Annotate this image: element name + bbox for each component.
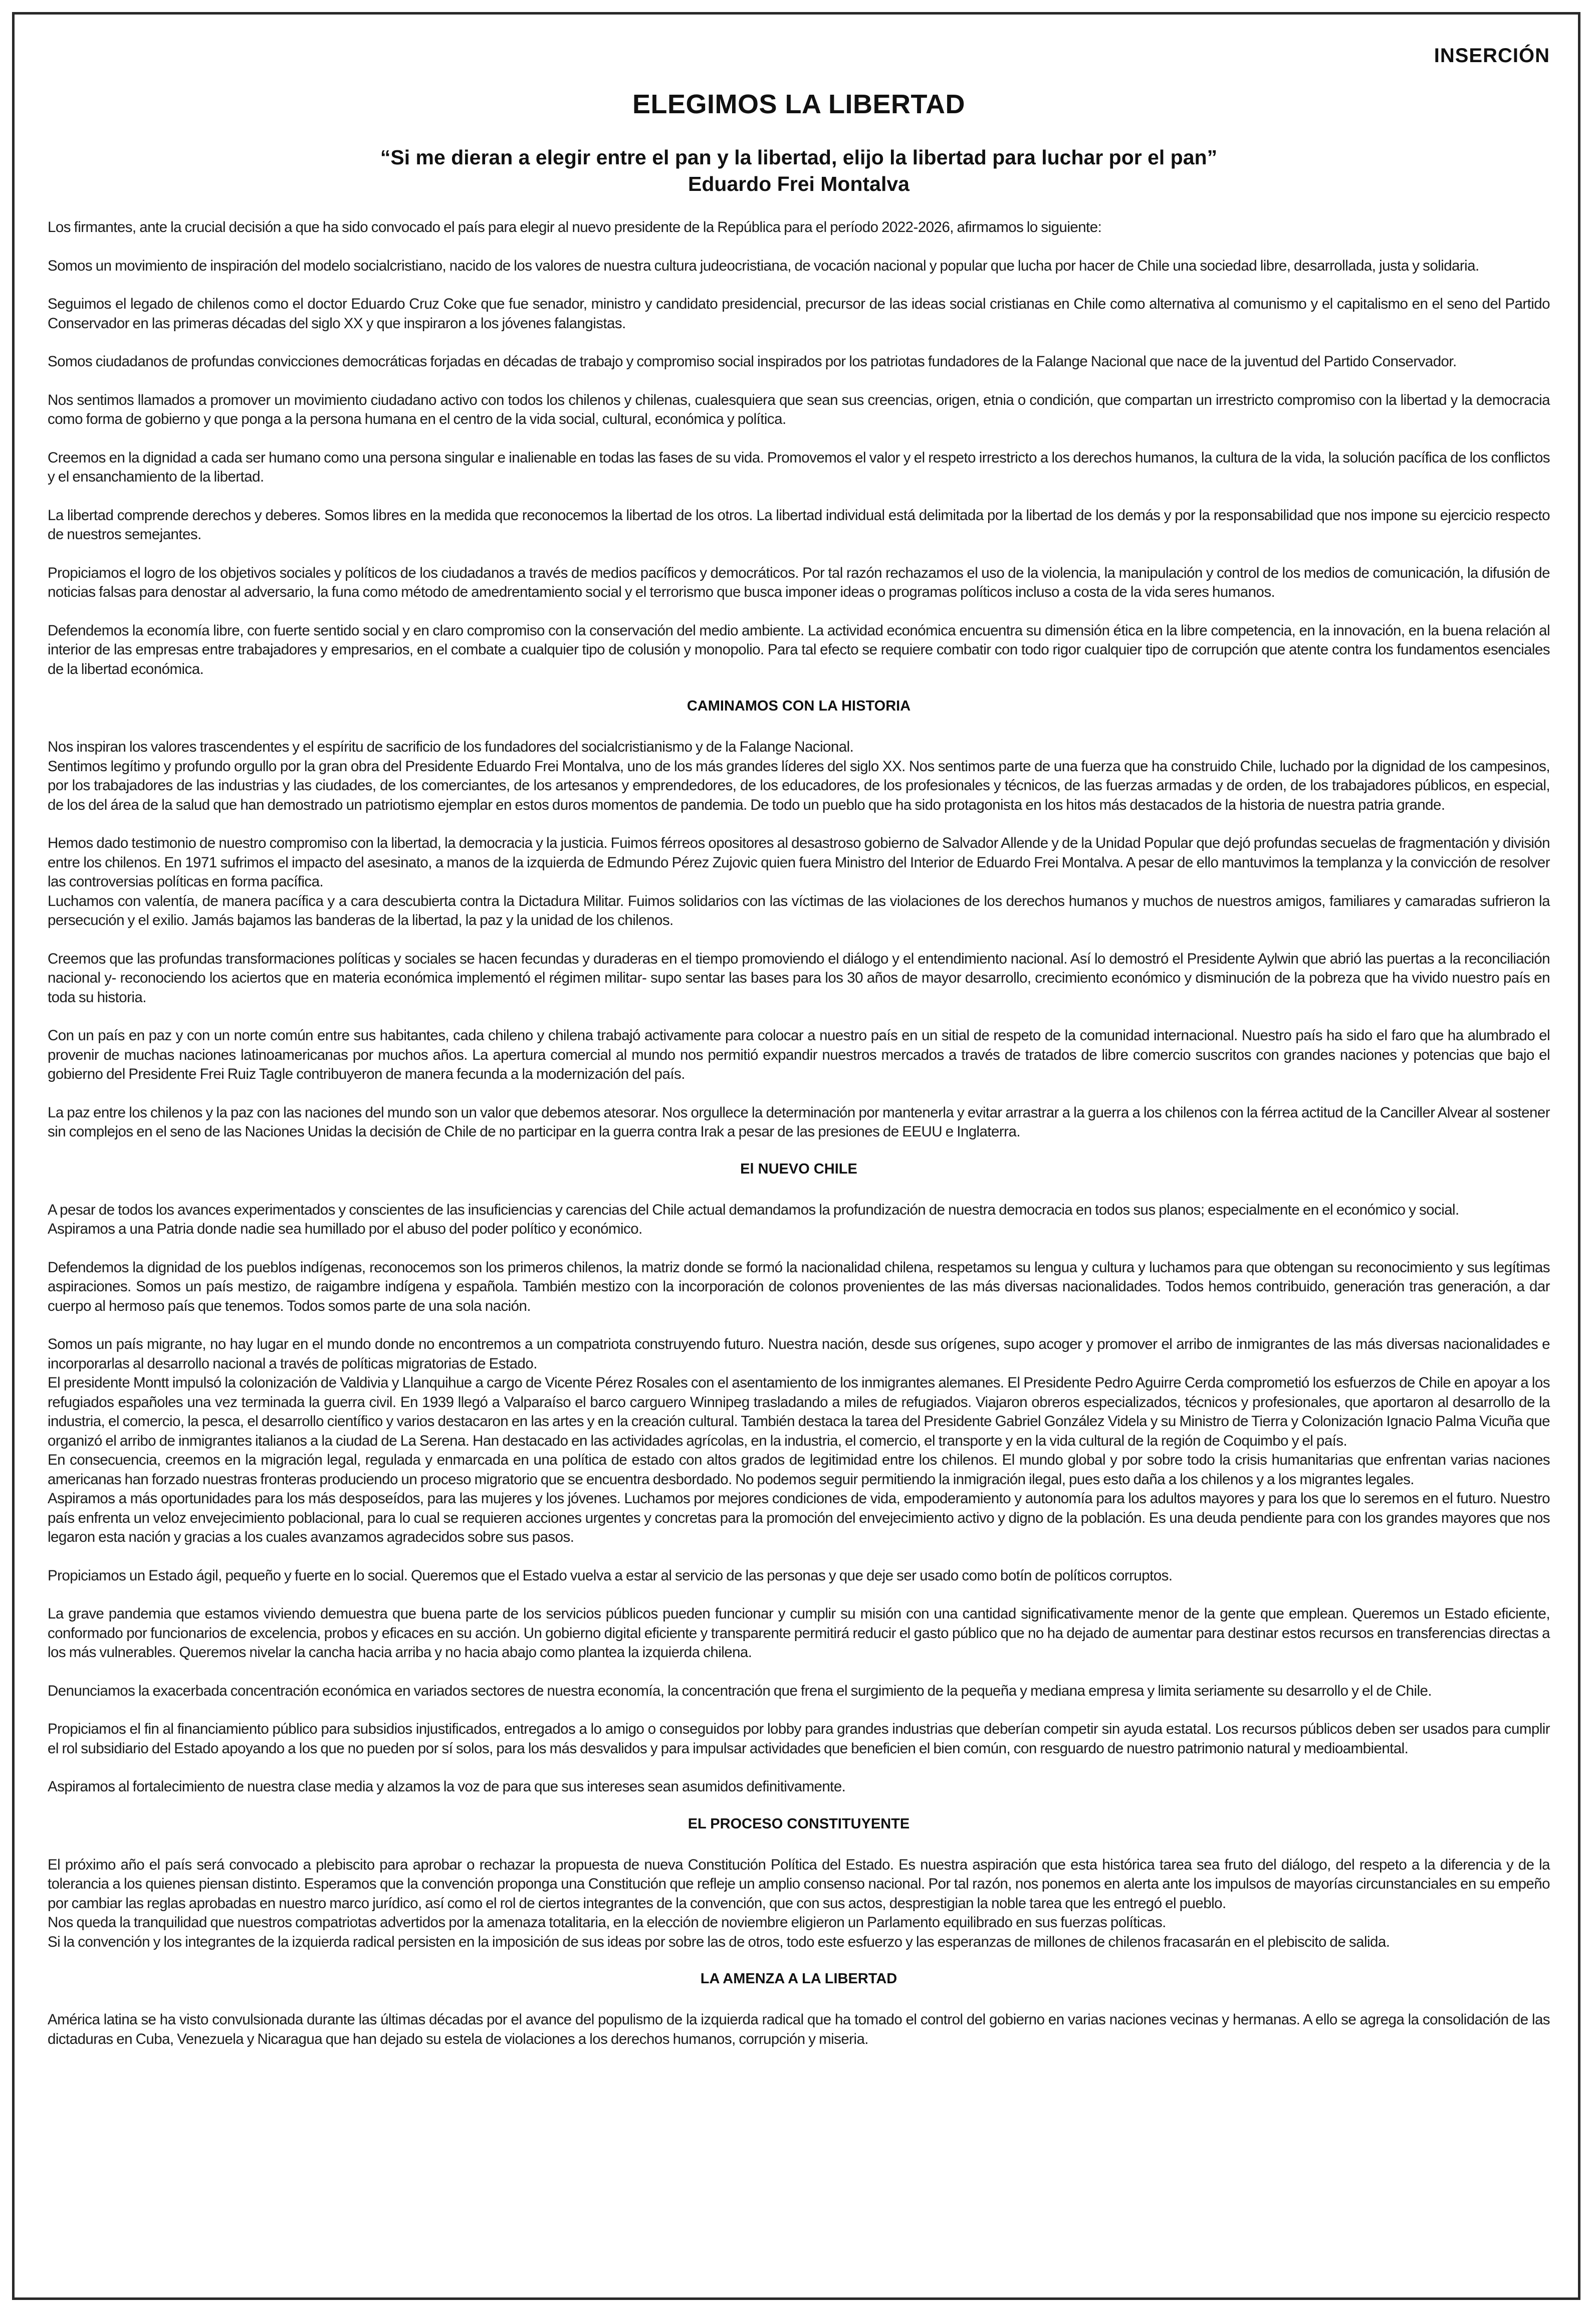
- new-chile-paragraph: Somos un país migrante, no hay lugar en el mundo donde no encontremos a un compatriota construyendo futuro. Nuestra nación, desde sus orígenes, supo acoger y promover el arribo de inmigrantes de las más diversas nacionalidades e incorporarlas al desarrollo nacional a través de políticas migratorias de Estado.: [48, 1336, 1550, 1372]
- new-chile-paragraph: El presidente Montt impulsó la colonización de Valdivia y Llanquihue a cargo de Vicente Pérez Rosales con el asentamiento de los inmigrantes alemanes. El Presidente Pedro Aguirre Cerda comprometió los esfuerzos de Chile en apoyar a los refugiados españoles una vez terminada la guerra civil. En 1939 llegó a Valparaíso el barco carguero Winnipeg trasladando a miles de refugiados. Viajaron obreros especializados, técnicos y profesionales, que aportaron al desarrollo de la industria, el comercio, la pesca, el desarrollo científico y varios destacaron en las artes y en la creación cultural. También destaca la tarea del Presidente Gabriel González Videla y su Ministro de Tierra y Colonización Ignacio Palma Vicuña que organizó el arribo de inmigrantes italianos a la ciudad de La Serena. Han destacado en las actividades agrícolas, en la industria, el comercio, el transporte y en la vida cultural de la región de Coquimbo y el país.: [48, 1374, 1550, 1449]
- epigraph-quote: “Si me dieran a elegir entre el pan y la libertad, elijo la libertad para luchar por el pan”: [380, 146, 1218, 169]
- constituent-paragraph: El próximo año el país será convocado a plebiscito para aprobar o rechazar la propuesta de nueva Constitución Política del Estado. Es nuestra aspiración que esta histórica tarea sea fruto del diálogo, del respeto a la diferencia y de la tolerancia a los quienes piensan distinto. Esperamos que la convención proponga una Constitución que refleje un amplio consenso nacional. Por tal razón, nos ponemos en alerta ante los impulsos de mayorías circunstanciales en su empeño por cambiar las reglas aprobadas en nuestro marco jurídico, así como el rol de ciertos integrantes de la convención, que con sus actos, desprestigian la noble tarea que les entregó el pueblo.: [48, 1856, 1550, 1912]
- intro-paragraph: La libertad comprende derechos y deberes. Somos libres en la medida que reconocemos la libertad de los otros. La libertad individual está delimitada por la libertad de los demás y por la responsabilidad que nos impone su ejercicio respecto de nuestros semejantes.: [48, 507, 1550, 543]
- threat-paragraph: América latina se ha visto convulsionada durante las últimas décadas por el avance del populismo de la izquierda radical que ha tomado el control del gobierno en varias naciones vecinas y hermanas. A ello se agrega la consolidación de las dictaduras en Cuba, Venezuela y Nicaragua que han dejado su estela de violaciones a los derechos humanos, corrupción y miseria.: [48, 2011, 1550, 2047]
- intro-paragraph: Seguimos el legado de chilenos como el doctor Eduardo Cruz Coke que fue senador, ministro y candidato presidencial, precursor de las ideas social cristianas en Chile como alternativa al comunismo y el capitalismo en el seno del Partido Conservador en las primeras décadas del siglo XX y que inspiraron a los jóvenes falangistas.: [48, 296, 1550, 332]
- section-heading-new-chile: El NUEVO CHILE: [740, 1161, 857, 1177]
- history-paragraph: Nos inspiran los valores trascendentes y el espíritu de sacrificio de los fundadores del socialcristianismo y de la Falange Nacional.: [48, 739, 854, 755]
- new-chile-paragraph: Aspiramos al fortalecimiento de nuestra clase media y alzamos la voz de para que sus intereses sean asumidos definitivamente.: [48, 1778, 846, 1795]
- epigraph-author: Eduardo Frei Montalva: [688, 172, 909, 195]
- new-chile-paragraph: A pesar de todos los avances experimentados y conscientes de las insuficiencias y carencias del Chile actual demandamos la profundización de nuestra democracia en todos sus planos; especialmente en el económico y social.: [48, 1201, 1459, 1218]
- page-border: [12, 12, 1580, 2300]
- history-paragraph: La paz entre los chilenos y la paz con las naciones del mundo son un valor que debemos atesorar. Nos orgullece la determinación por mantenerla y evitar arrastrar a la guerra a los chilenos con la férrea actitud de la Canciller Alvear al sostener sin complejos en el seno de las Naciones Unidas la decisión de Chile de no participar en la guerra contra Irak a pesar de las presiones de EEUU e Inglaterra.: [48, 1104, 1550, 1140]
- intro-paragraph: Defendemos la economía libre, con fuerte sentido social y en claro compromiso con la conservación del medio ambiente. La actividad económica encuentra su dimensión ética en la libre competencia, en la innovación, en la buena relación al interior de las empresas entre trabajadores y empresarios, en el combate a cualquier tipo de colusión y monopolio. Para tal efecto se requiere combatir con todo rigor cualquier tipo de corrupción que atente contra los fundamentos esenciales de la libertad económica.: [48, 622, 1550, 677]
- intro-paragraph: Somos ciudadanos de profundas convicciones democráticas forjadas en décadas de trabajo y compromiso social inspirados por los patriotas fundadores de la Falange Nacional que nace de la juventud del Partido Conservador.: [48, 353, 1457, 370]
- history-paragraph: Con un país en paz y con un norte común entre sus habitantes, cada chileno y chilena trabajó activamente para colocar a nuestro país en un sitial de respeto de la comunidad internacional. Nuestro país ha sido el faro que ha alumbrado el provenir de muchas naciones latinoamericanas por muchos años. La apertura comercial al mundo nos permitió expandir nuestros mercados a través de tratados de libre comercio suscritos con grandes naciones y potencias que bajo el gobierno del Presidente Frei Ruiz Tagle contribuyeron de manera fecunda a la modernización del país.: [48, 1027, 1550, 1082]
- section-heading-threat: LA AMENZA A LA LIBERTAD: [700, 1971, 897, 1987]
- article-text: [48, 218, 1550, 2049]
- document-title: ELEGIMOS LA LIBERTAD: [632, 89, 965, 119]
- intro-paragraph: Creemos en la dignidad a cada ser humano como una persona singular e inalienable en todas las fases de su vida. Promovemos el valor y el respeto irrestricto a los derechos humanos, la cultura de la vida, la solución pacífica de los conflictos y el ensanchamiento de la libertad.: [48, 449, 1550, 485]
- section-heading-constituent: EL PROCESO CONSTITUYENTE: [688, 1815, 910, 1832]
- intro-paragraph: Nos sentimos llamados a promover un movimiento ciudadano activo con todos los chilenos y chilenas, cualesquiera que sean sus creencias, origen, etnia o condición, que compartan un irrestricto compromiso con la libertad y la democracia como forma de gobierno y que ponga a la persona humana en el centro de la vida social, cultural, económica y política.: [48, 391, 1550, 427]
- new-chile-paragraph: Propiciamos el fin al financiamiento público para subsidios injustificados, entregados a lo amigo o conseguidos por lobby para grandes industrias que deberían competir sin ayuda estatal. Los recursos públicos deben ser usados para cumplir el rol subsidiario del Estado apoyando a los que no pueden por sí solos, para los más desvalidos y para impulsar actividades que beneficien el bien común, con resguardo de nuestro patrimonio natural y medioambiental.: [48, 1721, 1550, 1757]
- insertion-tag: INSERCIÓN: [1434, 45, 1550, 67]
- new-chile-paragraph: Aspiramos a una Patria donde nadie sea humillado por el abuso del poder político y económico.: [48, 1221, 642, 1237]
- new-chile-paragraph: Aspiramos a más oportunidades para los más desposeídos, para las mujeres y los jóvenes. Luchamos por mejores condiciones de vida, empoderamiento y autonomía para los adultos mayores y para los que lo seremos en el futuro. Nuestro país enfrenta un veloz envejecimiento poblacional, para lo cual se requieren acciones urgentes y concretas para la promoción del envejecimiento activo y digno de la población. Es una deuda pendiente para con los grandes mayores que nos legaron esta nación y gracias a los cuales avanzamos agradecidos sobre sus pasos.: [48, 1490, 1550, 1545]
- new-chile-paragraph: Propiciamos un Estado ágil, pequeño y fuerte en lo social. Queremos que el Estado vuelva a estar al servicio de las personas y que deje ser usado como botín de políticos corruptos.: [48, 1567, 1173, 1584]
- constituent-paragraph: Si la convención y los integrantes de la izquierda radical persisten en la imposición de sus ideas por sobre las de otros, todo este esfuerzo y las esperanzas de millones de chilenos fracasarán en el plebiscito de salida.: [48, 1933, 1390, 1950]
- document-body: [48, 15, 1550, 2068]
- history-paragraph: Luchamos con valentía, de manera pacífica y a cara descubierta contra la Dictadura Militar. Fuimos solidarios con las víctimas de las violaciones de los derechos humanos y muchos de nuestros amigos, familiares y camaradas sufrieron la persecución y el exilio. Jamás bajamos las banderas de la libertad, la paz y la unidad de los chilenos.: [48, 892, 1550, 929]
- intro-paragraph: Propiciamos el logro de los objetivos sociales y políticos de los ciudadanos a través de medios pacíficos y democráticos. Por tal razón rechazamos el uso de la violencia, la manipulación y control de los medios de comunicación, la difusión de noticias falsas para denostar al adversario, la funa como método de amedrentamiento social y el terrorismo que busca imponer ideas o programas políticos incluso a costa de la vida seres humanos.: [48, 564, 1550, 600]
- intro-paragraph: Somos un movimiento de inspiración del modelo socialcristiano, nacido de los valores de nuestra cultura judeocristiana, de vocación nacional y popular que lucha por hacer de Chile una sociedad libre, desarrollada, justa y solidaria.: [48, 257, 1479, 274]
- section-heading-history: CAMINAMOS CON LA HISTORIA: [687, 698, 911, 714]
- new-chile-paragraph: En consecuencia, creemos en la migración legal, regulada y enmarcada en una política de estado con altos grados de legitimidad entre los chilenos. El mundo global y por sobre todo la crisis humanitarias que enfrentan varias naciones americanas han forzado nuestras fronteras produciendo un proceso migratorio que se encuentra desbordado. No podemos seguir permitiendo la inmigración ilegal, pues esto daña a los chilenos y a los migrantes legales.: [48, 1452, 1550, 1488]
- history-paragraph: Creemos que las profundas transformaciones políticas y sociales se hacen fecundas y duraderas en el tiempo promoviendo el diálogo y el entendimiento nacional. Así lo demostró el Presidente Aylwin que abrió las puertas a la reconciliación nacional y- reconociendo los aciertos que en materia económica implementó el régimen militar- supo sentar las bases para los 30 años de mayor desarrollo, crecimiento económico y disminución de la pobreza que ha vivido nuestro país en toda su historia.: [48, 950, 1550, 1006]
- new-chile-paragraph: Denunciamos la exacerbada concentración económica en variados sectores de nuestra economía, la concentración que frena el surgimiento de la pequeña y mediana empresa y limita seriamente su desarrollo y el de Chile.: [48, 1682, 1432, 1699]
- new-chile-paragraph: La grave pandemia que estamos viviendo demuestra que buena parte de los servicios públicos pueden funcionar y cumplir su misión con una cantidad significativamente menor de la gente que emplean. Queremos un Estado eficiente, conformado por funcionarios de excelencia, probos y eficaces en su acción. Un gobierno digital eficiente y transparente permitirá reducir el gasto público que no ha dejado de aumentar para destinar estos recursos en transferencias directas a los más vulnerables. Queremos nivelar la cancha hacia arriba y no hacia abajo como plantea la izquierda chilena.: [48, 1605, 1550, 1661]
- history-paragraph: Sentimos legítimo y profundo orgullo por la gran obra del Presidente Eduardo Frei Montalva, uno de los más grandes líderes del siglo XX. Nos sentimos parte de una fuerza que ha construido Chile, luchado por la dignidad de los campesinos, por los trabajadores de las industrias y las ciudades, de los comerciantes, de los artesanos y emprendedores, de los educadores, de los profesionales y técnicos, de las fuerzas armadas y de orden, de los trabajadores públicos, en especial, de los del área de la salud que han demostrado un patriotismo ejemplar en estos duros momentos de pandemia. De todo un pueblo que ha sido protagonista en los hitos más destacados de la historia de nuestra patria grande.: [48, 758, 1550, 813]
- intro-paragraph: Los firmantes, ante la crucial decisión a que ha sido convocado el país para elegir al nuevo presidente de la República para el período 2022-2026, afirmamos lo siguiente:: [48, 219, 1102, 236]
- new-chile-paragraph: Defendemos la dignidad de los pueblos indígenas, reconocemos son los primeros chilenos, la matriz donde se formó la nacionalidad chilena, respetamos su lengua y cultura y luchamos para que obtengan su reconocimiento y sus legítimas aspiraciones. Somos un país mestizo, de raigambre indígena y española. También mestizo con la incorporación de colonos provenientes de las más diversas nacionalidades. Todos hemos contribuido, generación tras generación, a dar cuerpo al hermoso país que tenemos. Todos somos parte de una sola nación.: [48, 1259, 1550, 1314]
- history-paragraph: Hemos dado testimonio de nuestro compromiso con la libertad, la democracia y la justicia. Fuimos férreos opositores al desastroso gobierno de Salvador Allende y de la Unidad Popular que dejó profundas secuelas de fragmentación y división entre los chilenos. En 1971 sufrimos el impacto del asesinato, a manos de la izquierda de Edmundo Pérez Zujovic quien fuera Ministro del Interior de Eduardo Frei Montalva. A pesar de ello mantuvimos la templanza y la convicción de resolver las controversias políticas en forma pacífica.: [48, 835, 1550, 890]
- constituent-paragraph: Nos queda la tranquilidad que nuestros compatriotas advertidos por la amenaza totalitaria, en la elección de noviembre eligieron un Parlamento equilibrado en sus fuerzas políticas.: [48, 1914, 1166, 1931]
